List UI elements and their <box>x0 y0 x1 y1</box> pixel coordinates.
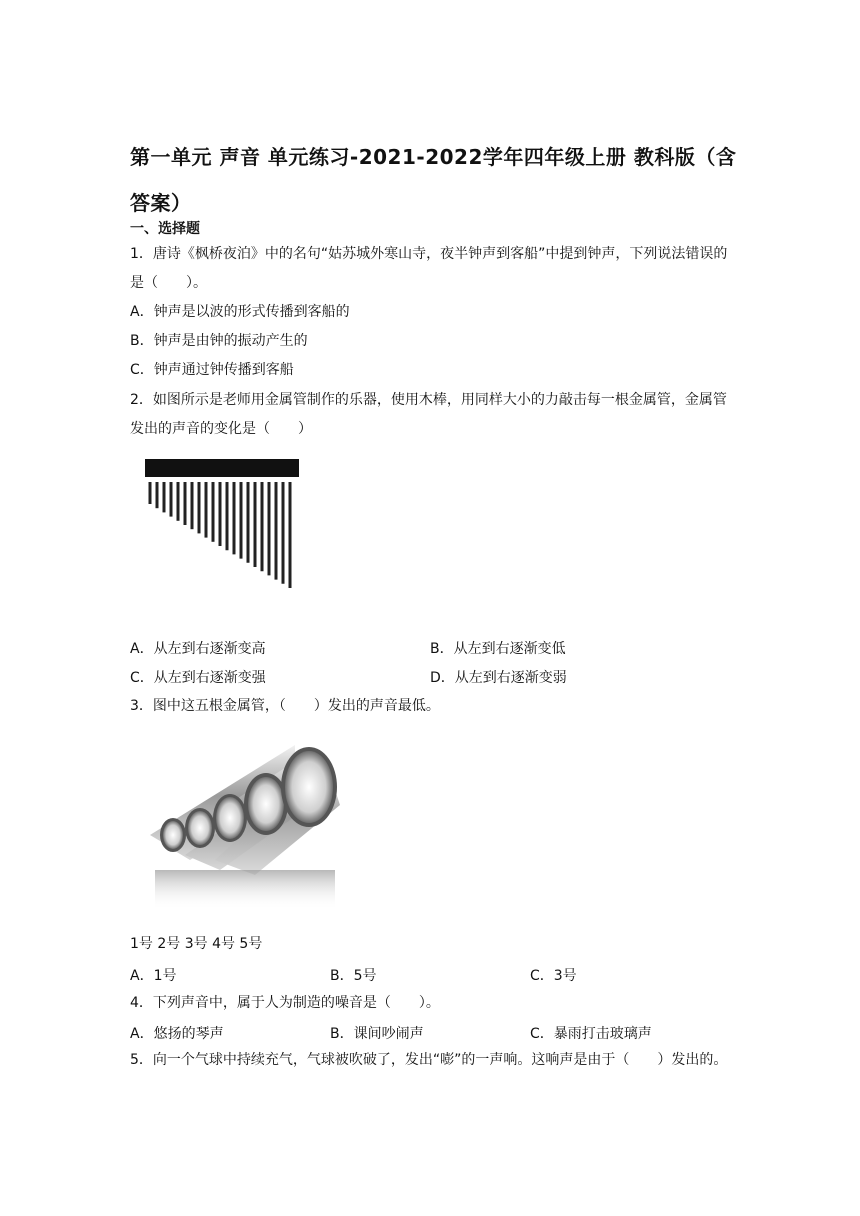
question-4-stem: 4．下列声音中，属于人为制造的噪音是（ ）。 <box>130 995 440 1011</box>
question-1-option-a: A．钟声是以波的形式传播到客船的 <box>130 304 350 320</box>
question-4-option-a: A．悠扬的琴声 <box>130 1026 224 1042</box>
wind-chimes-image <box>144 455 304 590</box>
metal-pipes-image <box>145 735 345 915</box>
question-3-stem: 3．图中这五根金属管，（ ）发出的声音最低。 <box>130 698 440 714</box>
question-2-option-c: C．从左到右逐渐变强 <box>130 670 266 686</box>
question-1-stem: 1．唐诗《枫桥夜泊》中的名句“姑苏城外寒山寺，夜半钟声到客船”中提到钟声，下列说法错误的是（ ）。 <box>130 246 728 291</box>
question-1-option-c: C．钟声通过钟传播到客船 <box>130 362 294 378</box>
question-3-option-a: A．1号 <box>130 968 177 984</box>
question-5-stem: 5．向一个气球中持续充气，气球被吹破了，发出“嘭”的一声响。这响声是由于（ ）发出的。 <box>130 1052 728 1068</box>
question-4-option-b: B．课间吵闹声 <box>330 1026 424 1042</box>
pipe-number-labels: 1号 2号 3号 4号 5号 <box>130 936 263 952</box>
question-2-stem: 2．如图所示是老师用金属管制作的乐器，使用木棒，用同样大小的力敲击每一根金属管，金属管发出的声音的变化是（ ） <box>130 392 727 437</box>
question-3-option-b: B．5号 <box>330 968 377 984</box>
question-2-option-b: B．从左到右逐渐变低 <box>430 641 566 657</box>
question-2-option-d: D．从左到右逐渐变弱 <box>430 670 567 686</box>
question-1-option-b: B．钟声是由钟的振动产生的 <box>130 333 308 349</box>
document-title: 第一单元 声音 单元练习-2021-2022学年四年级上册 教科版（含答案） <box>130 145 737 215</box>
question-2-option-a: A．从左到右逐渐变高 <box>130 641 266 657</box>
question-3-option-c: C．3号 <box>530 968 577 984</box>
section-heading: 一、选择题 <box>130 221 200 237</box>
question-4-option-c: C．暴雨打击玻璃声 <box>530 1026 652 1042</box>
